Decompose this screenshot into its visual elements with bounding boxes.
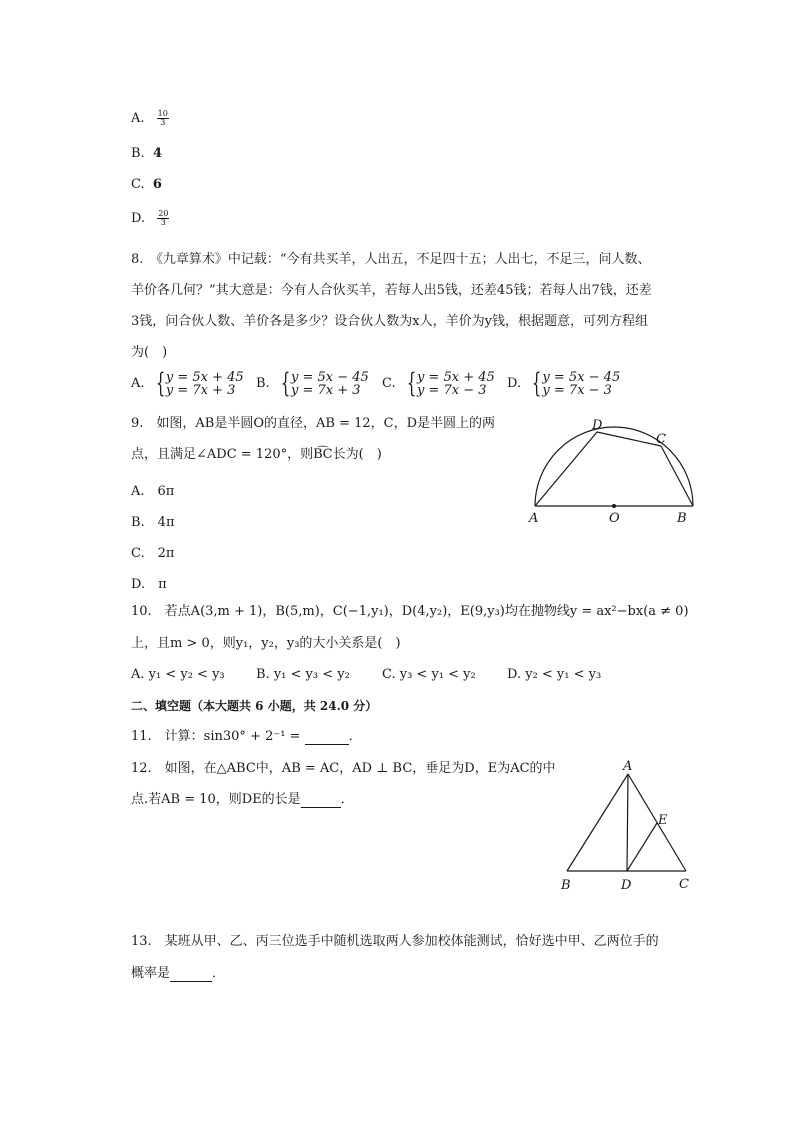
label-a: A <box>529 511 539 526</box>
q13-line-1: 13. 某班从甲、乙、丙三位选手中随机选取两人参加校体能测试，恰好选中甲、乙两位手的 <box>131 934 659 949</box>
chord-dc <box>597 432 661 446</box>
equation-system: { y = 5x + 45 y = 7x − 3 <box>406 368 495 399</box>
q7-option-d: D. $\frac{20}{3}$ <box>131 209 169 227</box>
label-d: D <box>621 878 632 893</box>
q10-line-2: 上，且m > 0，则y₁，y₂，y₃的大小关系是( ) <box>131 636 401 651</box>
q10-option-a: A. y₁ < y₂ < y₃ <box>131 667 225 682</box>
side-ab <box>567 774 628 871</box>
equation-system: { y = 5x − 45 y = 7x + 3 <box>280 368 369 399</box>
q9-option-d: D. π <box>131 577 167 592</box>
q8-option-a: A. { y = 5x + 45 y = 7x + 3 <box>131 368 244 399</box>
q9-line-2: 点，且满足∠ADC = 120°，则B͡C长为( ) <box>131 447 382 462</box>
q7-option-b: B. 4 <box>131 146 162 161</box>
equation-system: { y = 5x − 45 y = 7x − 3 <box>532 368 621 399</box>
q8-line-3: 3钱，问合伙人数、羊价各是多少？设合伙人数为x人，羊价为y钱，根据题意，可列方程组 <box>131 314 648 329</box>
segment-de <box>627 823 657 871</box>
q13-line-2: 概率是 ． <box>131 966 226 981</box>
q8-option-d: D. { y = 5x − 45 y = 7x − 3 <box>507 368 621 399</box>
q9-line-1: 9. 如图，AB是半圆O的直径，AB = 12，C，D是半圆上的两 <box>131 416 496 431</box>
altitude-ad <box>627 774 628 871</box>
q8-line-2: 羊价各几何？”其大意是：今有人合伙买羊，若每人出5钱，还差45钱；若每人出7钱，还差 <box>131 283 652 298</box>
answer-blank <box>305 732 349 745</box>
semicircle-arc <box>535 427 693 506</box>
label-c: C <box>656 432 666 447</box>
center-point <box>612 504 616 508</box>
q11-line: 11. 计算：sin30° + 2⁻¹ = ． <box>131 729 362 744</box>
q10-option-c: C. y₃ < y₁ < y₂ <box>382 667 476 682</box>
label-b: B <box>561 878 571 893</box>
chord-cb <box>661 446 693 506</box>
q8-line-1: 8. 《九章算术》中记载：“今有共买羊，人出五，不足四十五；人出七，不足三，问人数、 <box>131 252 651 267</box>
q10-option-d: D. y₂ < y₁ < y₃ <box>507 667 602 682</box>
section-title: 二、填空题（本大题共 6 小题，共 24.0 分） <box>131 699 378 713</box>
label-c: C <box>679 877 689 892</box>
fraction: $\frac{10}{3}$ <box>157 109 168 127</box>
fraction: $\frac{20}{3}$ <box>158 209 169 227</box>
label-a: A <box>623 759 633 774</box>
label-o: O <box>609 511 620 526</box>
q7-option-a <box>131 110 169 127</box>
q8-line-4: 为( ) <box>131 345 168 360</box>
q10-line-1: 10. 若点A(3,m + 1)，B(5,m)，C(−1,y₁)，D(4,y₂)，E(9,y₃)均在抛物线y = ax²−bx(a ≠ 0) <box>131 604 689 619</box>
q10-option-b: B. y₁ < y₃ < y₂ <box>256 667 350 682</box>
triangle-figure <box>555 758 705 896</box>
q12-line-2: 点.若AB = 10，则DE的长是 ． <box>131 792 354 807</box>
label-e: E <box>658 813 668 828</box>
q9-option-b: B. 4π <box>131 515 175 530</box>
q9-option-a: A. 6π <box>131 484 175 499</box>
equation-system: { y = 5x + 45 y = 7x + 3 <box>155 368 244 399</box>
q8-option-b: B. { y = 5x − 45 y = 7x + 3 <box>256 368 369 399</box>
q8-option-c: C. { y = 5x + 45 y = 7x − 3 <box>382 368 495 399</box>
q7-option-c: C. 6 <box>131 177 162 192</box>
option-label: A. <box>131 111 145 126</box>
answer-blank <box>170 969 212 982</box>
label-b: B <box>677 511 687 526</box>
semicircle-figure <box>520 412 705 528</box>
q12-line-1: 12. 如图，在△ABC中，AB = AC，AD ⊥ BC，垂足为D，E为AC的中 <box>131 761 556 776</box>
label-d: D <box>592 418 603 433</box>
answer-blank <box>301 795 341 808</box>
q9-option-c: C. 2π <box>131 546 175 561</box>
